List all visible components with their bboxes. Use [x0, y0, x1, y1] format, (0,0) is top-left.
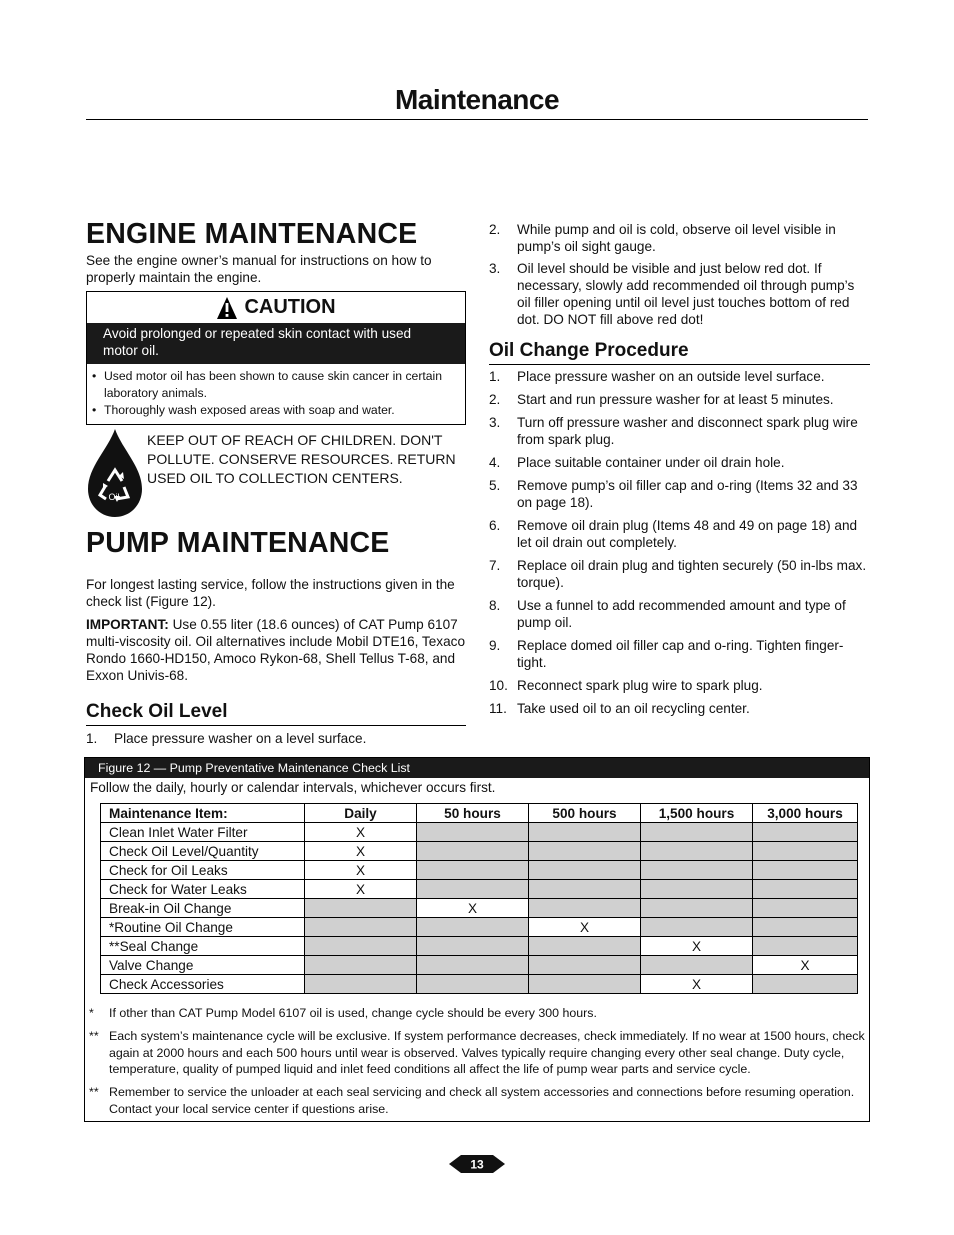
maintenance-item-cell: Check for Water Leaks: [101, 880, 305, 899]
interval-cell: [753, 823, 858, 842]
interval-cell: [417, 975, 529, 994]
caution-box: [86, 291, 466, 425]
interval-cell: [417, 842, 529, 861]
interval-cell: [753, 918, 858, 937]
interval-cell: [641, 861, 753, 880]
interval-cell: [417, 861, 529, 880]
interval-cell: [305, 899, 417, 918]
figure-notes: [85, 1005, 869, 1124]
maintenance-item-cell: Check for Oil Leaks: [101, 861, 305, 880]
list-item: 7. Replace oil drain plug and tighten securely (50 in-lbs max. torque).: [489, 558, 867, 590]
list-item: 3. Turn off pressure washer and disconnect spark plug wire from spark plug.: [489, 415, 858, 447]
figure-caption: Figure 12 — Pump Preventative Maintenance Check List: [85, 758, 869, 778]
pump-intro: For longest lasting service, follow the instructions given in the check list (Figure 12).: [86, 577, 455, 609]
table-header-cell: 3,000 hours: [753, 804, 858, 823]
warning-triangle-icon: [216, 296, 238, 320]
check-oil-steps-continued: [489, 221, 870, 328]
interval-cell: [529, 937, 641, 956]
interval-cell: X: [529, 918, 641, 937]
interval-cell: X: [305, 842, 417, 861]
interval-cell: [305, 956, 417, 975]
maintenance-item-cell: *Routine Oil Change: [101, 918, 305, 937]
oil-recycle-drop-icon: [86, 427, 144, 519]
table-row: [101, 956, 858, 975]
check-oil-heading: Check Oil Level: [86, 701, 466, 726]
important-label: IMPORTANT:: [86, 617, 169, 632]
interval-cell: [753, 937, 858, 956]
recycle-text: KEEP OUT OF REACH OF CHILDREN. DON'T POLLUTE. CONSERVE RESOURCES. RETURN USED OIL TO COLLECTION CENTERS.: [147, 432, 456, 486]
interval-cell: [753, 880, 858, 899]
pump-maintenance-heading: PUMP MAINTENANCE: [86, 527, 390, 559]
oil-change-heading: Oil Change Procedure: [489, 340, 870, 365]
list-item: 11. Take used oil to an oil recycling center.: [489, 701, 750, 716]
interval-cell: [417, 823, 529, 842]
list-item: 2. While pump and oil is cold, observe oil level visible in pump’s oil sight gauge.: [489, 222, 836, 254]
interval-cell: X: [641, 937, 753, 956]
maintenance-table: [100, 803, 858, 994]
caution-label: CAUTION: [244, 296, 336, 318]
interval-cell: [417, 880, 529, 899]
interval-cell: X: [305, 880, 417, 899]
interval-cell: X: [641, 975, 753, 994]
check-oil-steps: [86, 730, 466, 747]
caution-header: [87, 292, 465, 323]
list-item: 6. Remove oil drain plug (Items 48 and 49 on page 18) and let oil drain out completely.: [489, 518, 858, 550]
list-item: 1. Place pressure washer on an outside level surface.: [489, 369, 825, 384]
maintenance-item-cell: Check Oil Level/Quantity: [101, 842, 305, 861]
interval-cell: [641, 918, 753, 937]
maintenance-item-cell: Break-in Oil Change: [101, 899, 305, 918]
interval-cell: [529, 899, 641, 918]
table-row: [101, 937, 858, 956]
interval-cell: [753, 899, 858, 918]
important-note: [86, 616, 466, 684]
maintenance-item-cell: Clean Inlet Water Filter: [101, 823, 305, 842]
list-item: • Thoroughly wash exposed areas with soap and water.: [104, 402, 459, 419]
maintenance-checklist-figure: [84, 757, 870, 1122]
list-item: 2. Start and run pressure washer for at least 5 minutes.: [489, 392, 834, 407]
table-header-cell: 500 hours: [529, 804, 641, 823]
table-header-cell: 50 hours: [417, 804, 529, 823]
list-item: 10. Reconnect spark plug wire to spark plug.: [489, 678, 763, 693]
table-row: [101, 842, 858, 861]
figure-intro: Follow the daily, hourly or calendar intervals, whichever occurs first.: [90, 780, 496, 795]
page-number: 13: [470, 1157, 484, 1172]
list-item: • Used motor oil has been shown to cause skin cancer in certain laboratory animals.: [104, 368, 459, 402]
table-header-cell: Maintenance Item:: [101, 804, 305, 823]
interval-cell: [529, 956, 641, 975]
interval-cell: [305, 975, 417, 994]
maintenance-item-cell: Check Accessories: [101, 975, 305, 994]
recycle-notice: [86, 427, 466, 519]
interval-cell: [305, 918, 417, 937]
interval-cell: X: [305, 823, 417, 842]
maintenance-item-cell: **Seal Change: [101, 937, 305, 956]
left-column: [86, 218, 466, 747]
oil-change-steps: [489, 368, 870, 717]
interval-cell: [641, 823, 753, 842]
interval-cell: [529, 975, 641, 994]
table-header-row: [101, 804, 858, 823]
caution-bullets: [87, 364, 465, 424]
caution-message: Avoid prolonged or repeated skin contact with used motor oil.: [87, 323, 465, 364]
important-text: Use 0.55 liter (18.6 ounces) of CAT Pump 6107 multi-viscosity oil. Oil alternatives include Mobil DTE16, Texaco Rondo 1660-HD150, Amoco Rykon-68, Shell Tellus T-68, and Exxon Univis-68.: [86, 617, 466, 683]
interval-cell: [529, 861, 641, 880]
table-row: [101, 899, 858, 918]
page-number-badge: [449, 1150, 505, 1178]
title-divider: [86, 119, 868, 120]
interval-cell: X: [417, 899, 529, 918]
list-item: 3. Oil level should be visible and just below red dot. If necessary, slowly add recommended oil through pump’s oil filler opening until oil level just touches bottom of red dot. DO NOT fill above red dot!: [489, 261, 855, 327]
page-title: Maintenance: [394, 84, 560, 115]
interval-cell: [417, 918, 529, 937]
interval-cell: [529, 842, 641, 861]
interval-cell: X: [305, 861, 417, 880]
table-header-cell: 1,500 hours: [641, 804, 753, 823]
maintenance-item-cell: Valve Change: [101, 956, 305, 975]
table-row: [101, 823, 858, 842]
interval-cell: [529, 823, 641, 842]
table-row: [101, 861, 858, 880]
interval-cell: [417, 956, 529, 975]
interval-cell: [753, 975, 858, 994]
interval-cell: [529, 880, 641, 899]
table-row: [101, 975, 858, 994]
interval-cell: [305, 937, 417, 956]
footnote: ** Each system’s maintenance cycle will be exclusive. If system performance decreases, check immediately. If no wear at 1500 hours, check again at 2000 hours and each 500 hours until wear is observed. Valves typically require changing every other seal change. Duty cycle, temperature, quality of pumped liquid and inlet feed conditions all affect the life of pump wear parts and service cycle.: [89, 1029, 865, 1076]
interval-cell: [753, 842, 858, 861]
table-row: [101, 918, 858, 937]
list-item: 9. Replace domed oil filler cap and o-ring. Tighten finger-tight.: [489, 638, 844, 670]
list-item: 4. Place suitable container under oil drain hole.: [489, 455, 785, 470]
footnote: ** Remember to service the unloader at each seal servicing and check all system accessories and connections before resuming operation. Contact your local service center if questions arise.: [89, 1085, 855, 1116]
engine-maintenance-heading: ENGINE MAINTENANCE: [86, 218, 418, 250]
list-item: 5. Remove pump’s oil filler cap and o-ring (Items 32 and 33 on page 18).: [489, 478, 858, 510]
engine-intro: See the engine owner’s manual for instructions on how to properly maintain the engine.: [86, 253, 432, 285]
footnote: * If other than CAT Pump Model 6107 oil is used, change cycle should be every 300 hours.: [89, 1006, 597, 1020]
list-item: 1. Place pressure washer on a level surface.: [86, 731, 367, 746]
interval-cell: [417, 937, 529, 956]
interval-cell: [641, 956, 753, 975]
interval-cell: X: [753, 956, 858, 975]
list-item: 8. Use a funnel to add recommended amount and type of pump oil.: [489, 598, 846, 630]
interval-cell: [641, 880, 753, 899]
interval-cell: [641, 842, 753, 861]
table-row: [101, 880, 858, 899]
right-column: [489, 221, 870, 717]
table-header-cell: Daily: [305, 804, 417, 823]
interval-cell: [641, 899, 753, 918]
interval-cell: [753, 861, 858, 880]
svg-text:Oil: Oil: [108, 492, 120, 502]
